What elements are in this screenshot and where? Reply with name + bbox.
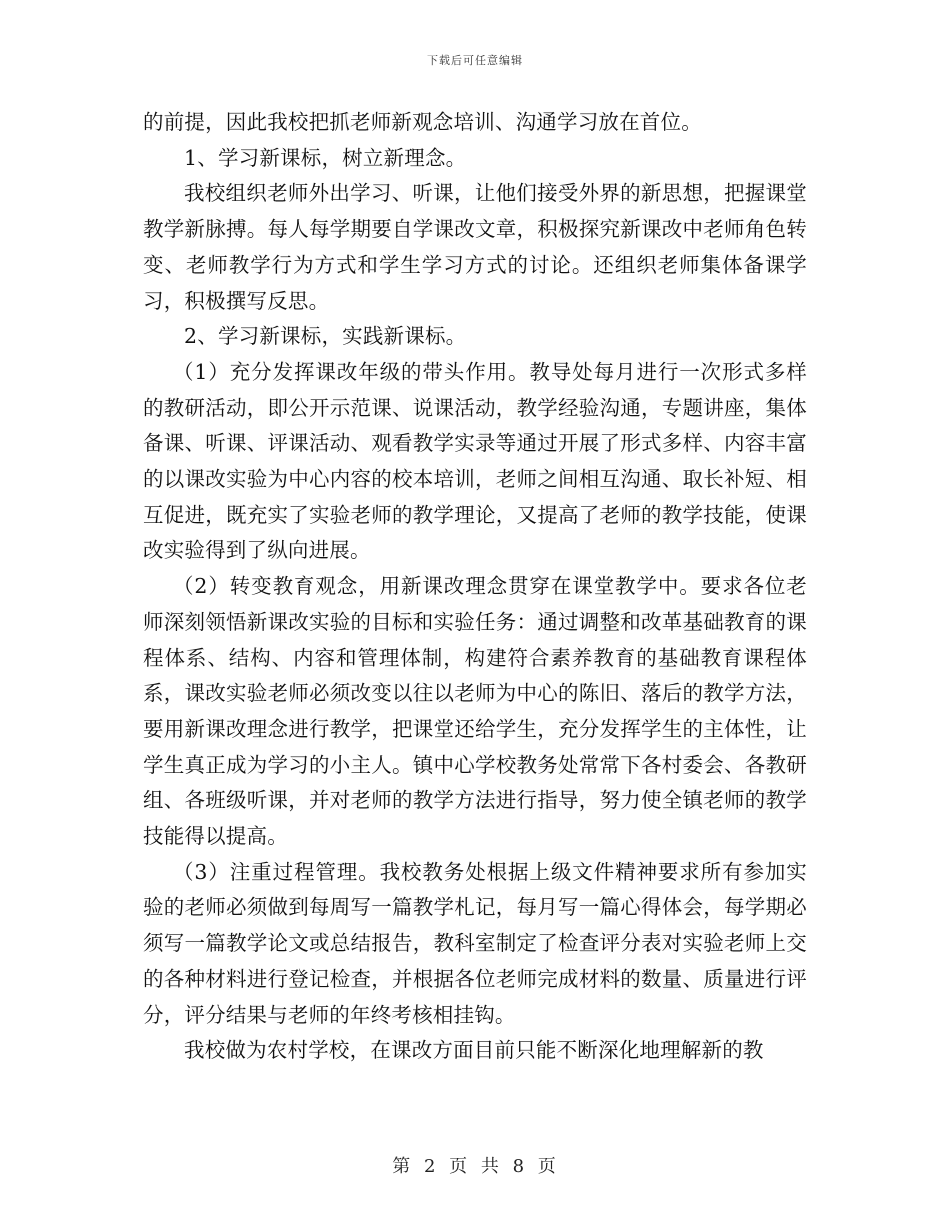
paragraph-item-3: （3）注重过程管理。我校教务处根据上级文件精神要求所有参加实验的老师必须做到每周写一篇教学札记，每月写一篇心得体会，每学期必须写一篇教学论文或总结报告，教科室制定了检查评分表对实验老师上交的各种材料进行登记检查，并根据各位老师完成材料的数量、质量进行评分，评分结果与老师的年终考核相挂钩。 (143, 859, 807, 1027)
paragraph-continuation: 的前提，因此我校把抓老师新观念培训、沟通学习放在首位。 (143, 110, 702, 134)
section-heading-2: 2、学习新课标，实践新课标。 (184, 324, 467, 349)
paragraph-item-1: （1）充分发挥课改年级的带头作用。教导处每月进行一次形式多样的教研活动，即公开示范课、说课活动，教学经验沟通，专题讲座，集体备课、听课、评课活动、观看教学实录等通过开展了形式多样、内容丰富的以课改实验为中心内容的校本培训，老师之间相互沟通、取长补短、相互促进，既充实了实验老师的教学理论，又提高了老师的教学技能，使课改实验得到了纵向进展。 (143, 359, 807, 563)
paragraph: 我校做为农村学校，在课改方面目前只能不断深化地理解新的教 (184, 1038, 764, 1063)
page-header: 下载后可任意编辑 (427, 54, 523, 67)
page-number: 第 2 页 共 8 页 (392, 1156, 558, 1177)
paragraph: 我校组织老师外出学习、听课，让他们接受外界的新思想，把握课堂教学新脉搏。每人每学期要自学课改文章，积极探究新课改中老师角色转变、老师教学行为方式和学生学习方式的讨论。还组织老师集体备课学习，积极撰写反思。 (143, 181, 807, 313)
paragraph-item-2: （2）转变教育观念，用新课改理念贯穿在课堂教学中。要求各位老师深刻领悟新课改实验的目标和实验任务：通过调整和改革基础教育的课程体系、结构、内容和管理体制，构建符合素养教育的基础教育课程体系，课改实验老师必须改变以往以老师为中心的陈旧、落后的教学方法，要用新课改理念进行教学，把课堂还给学生，充分发挥学生的主体性，让学生真正成为学习的小主人。镇中心学校教务处常常下各村委会、各教研组、各班级听课，并对老师的教学方法进行指导，努力使全镇老师的教学技能得以提高。 (143, 574, 807, 849)
document-body (143, 105, 807, 1069)
section-heading-1: 1、学习新课标，树立新理念。 (184, 145, 467, 170)
